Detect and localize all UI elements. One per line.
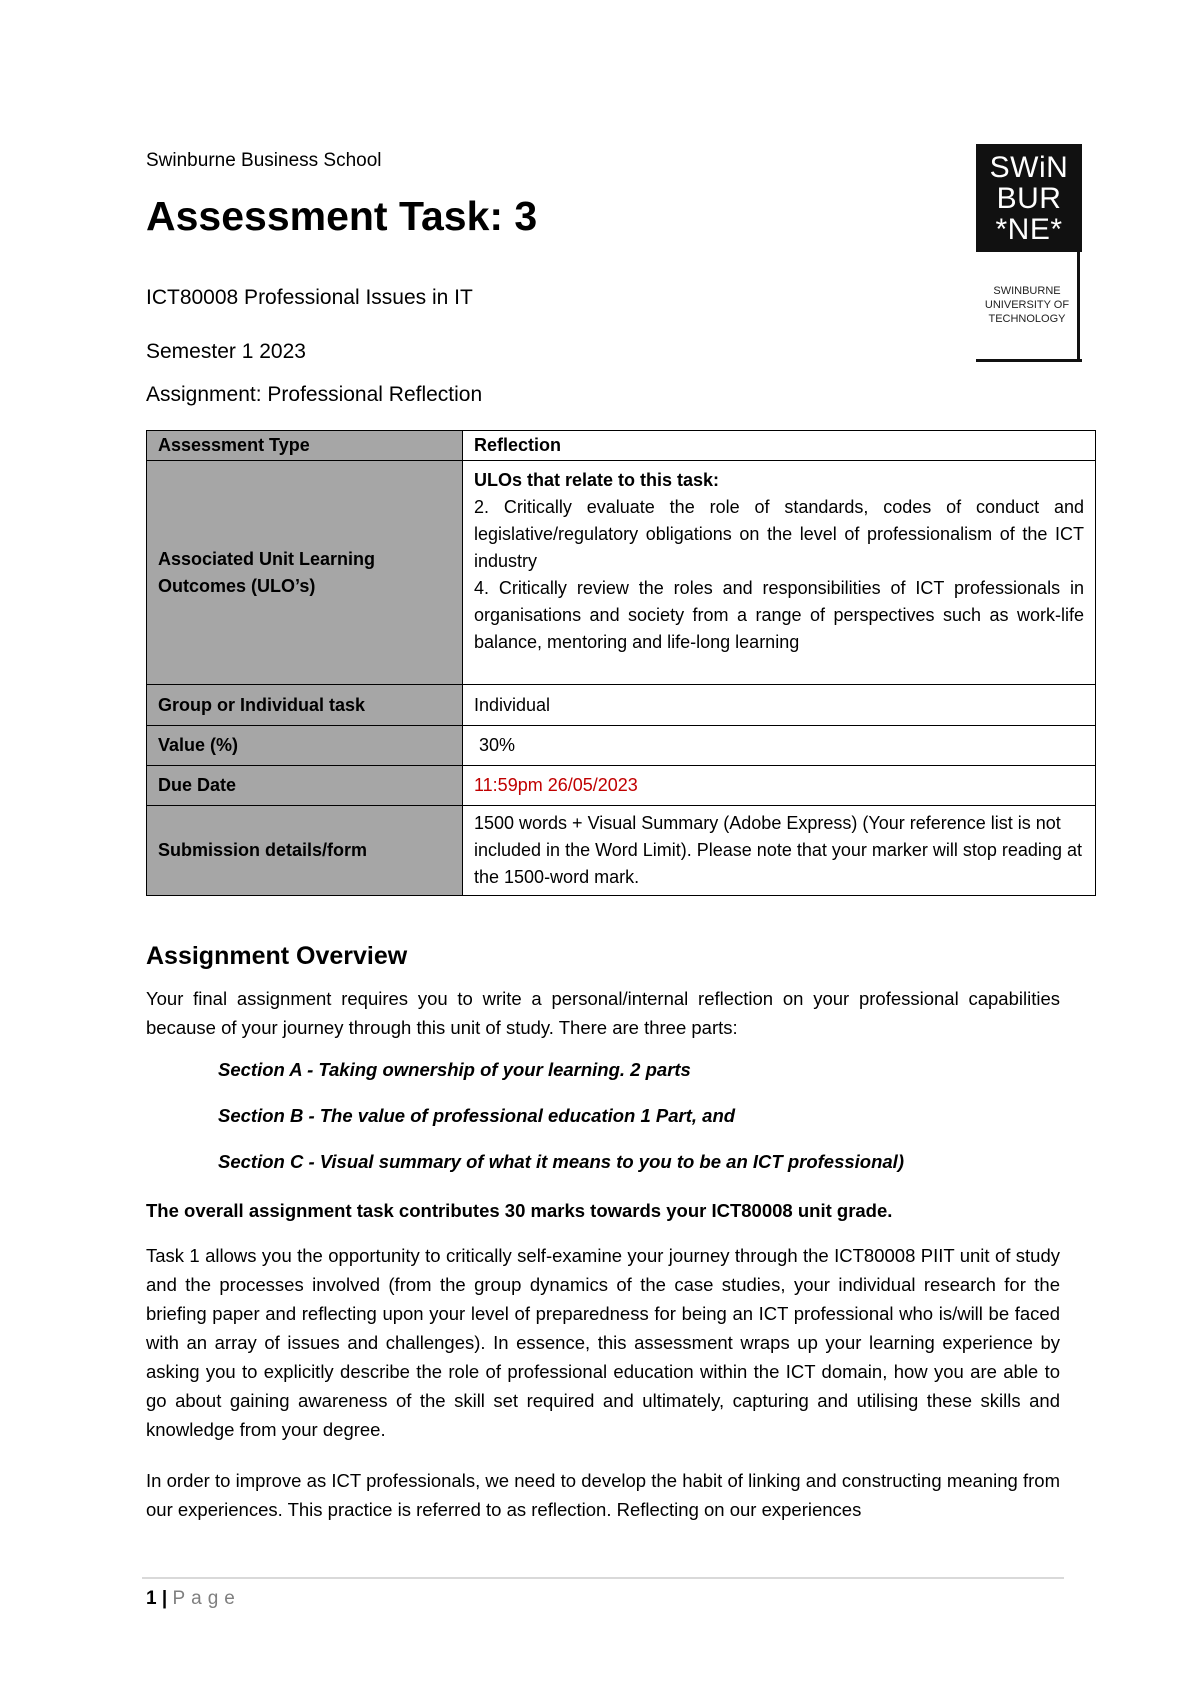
section-heading: Assignment Overview — [146, 942, 408, 970]
row-label: Associated Unit Learning Outcomes (ULO’s) — [147, 461, 463, 685]
section-b-item: Section B - The value of professional education 1 Part, and — [218, 1105, 736, 1126]
page-separator: | — [161, 1588, 168, 1609]
logo-sub-line1: SWINBURNE — [993, 285, 1061, 297]
logo-sub-line3: TECHNOLOGY — [988, 313, 1066, 325]
logo-frame — [976, 252, 1082, 362]
row-value: 1500 words + Visual Summary (Adobe Express) (Your reference list is not included in the Word Limit). Please note that your marker will stop reading at the 1500-word mark. — [463, 806, 1096, 896]
task-paragraph: Task 1 allows you the opportunity to critically self-examine your journey through the ICT80008 PIIT unit of study and the processes involved (from the group dynamics of the case studies, your individual research for the briefing paper and reflecting upon your level of preparedness for being an ICT professional who is/will be faced with an array of issues and challenges). In essence, this assessment wraps up your learning experience by asking you to explicitly describe the role of professional education within the ICT domain, how you are able to go about gaining awareness of the skill set required and ultimately, capturing and utilising these skills and knowledge from your degree. — [146, 1245, 1060, 1440]
row-label: Due Date — [147, 766, 463, 806]
section-a-item: Section A - Taking ownership of your learning. 2 parts — [218, 1059, 691, 1080]
table-row — [147, 766, 1096, 806]
row-value: Reflection — [463, 431, 1096, 461]
table-row — [147, 461, 1096, 685]
ulo-item: 2. Critically evaluate the role of standards, codes of conduct and legislative/regulatory obligations on the level of professionalism of the ICT industry — [474, 497, 1084, 571]
logo-vertical-rule — [1077, 252, 1080, 362]
logo-text-line1: SWiN — [989, 150, 1069, 184]
school-name: Swinburne Business School — [146, 150, 382, 171]
section-c-item: Section C - Visual summary of what it means to you to be an ICT professional) — [218, 1151, 904, 1172]
semester: Semester 1 2023 — [146, 340, 306, 363]
footer-divider — [142, 1577, 1064, 1579]
table-row — [147, 685, 1096, 726]
ulo-item: 4. Critically review the roles and responsibilities of ICT professionals in organisations and society from a range of perspectives such as work-life balance, mentoring and life-long learning — [474, 578, 1084, 652]
logo-sub-line2: UNIVERSITY OF — [984, 299, 1070, 311]
ulo-heading: ULOs that relate to this task: — [474, 470, 720, 490]
assessment-info-table — [146, 430, 1096, 896]
logo-text-line3: *NE* — [995, 212, 1063, 246]
row-label: Group or Individual task — [147, 685, 463, 726]
row-label: Assessment Type — [147, 431, 463, 461]
reflection-paragraph: In order to improve as ICT professionals, we need to develop the habit of linking and constructing meaning from our experiences. This practice is referred to as reflection. Reflecting on our experiences — [146, 1470, 1060, 1520]
table-row — [147, 431, 1096, 461]
marks-statement: The overall assignment task contributes 30 marks towards your ICT80008 unit grade. — [146, 1200, 893, 1221]
page-title: Assessment Task: 3 — [146, 193, 538, 239]
logo-text-line2: BUR — [996, 181, 1062, 215]
university-logo — [976, 144, 1082, 362]
row-label: Value (%) — [147, 726, 463, 766]
row-label: Submission details/form — [147, 806, 463, 896]
page-number: 1 — [146, 1588, 157, 1609]
row-value: Individual — [463, 685, 1096, 726]
unit-name: ICT80008 Professional Issues in IT — [146, 286, 473, 309]
row-value: 30% — [463, 726, 1096, 766]
logo-horizontal-rule — [976, 359, 1082, 362]
table-row — [147, 806, 1096, 896]
page-label: Page — [172, 1588, 241, 1609]
page-footer — [146, 1588, 241, 1610]
logo-subtitle — [980, 284, 1074, 326]
assignment-name: Assignment: Professional Reflection — [146, 383, 483, 406]
table-row — [147, 726, 1096, 766]
row-value-ulos — [463, 461, 1096, 685]
intro-paragraph: Your final assignment requires you to write a personal/internal reflection on your professional capabilities because of your journey through this unit of study. There are three parts: — [146, 988, 1060, 1038]
logo-mark — [976, 144, 1082, 252]
due-date-value: 11:59pm 26/05/2023 — [463, 766, 1096, 806]
